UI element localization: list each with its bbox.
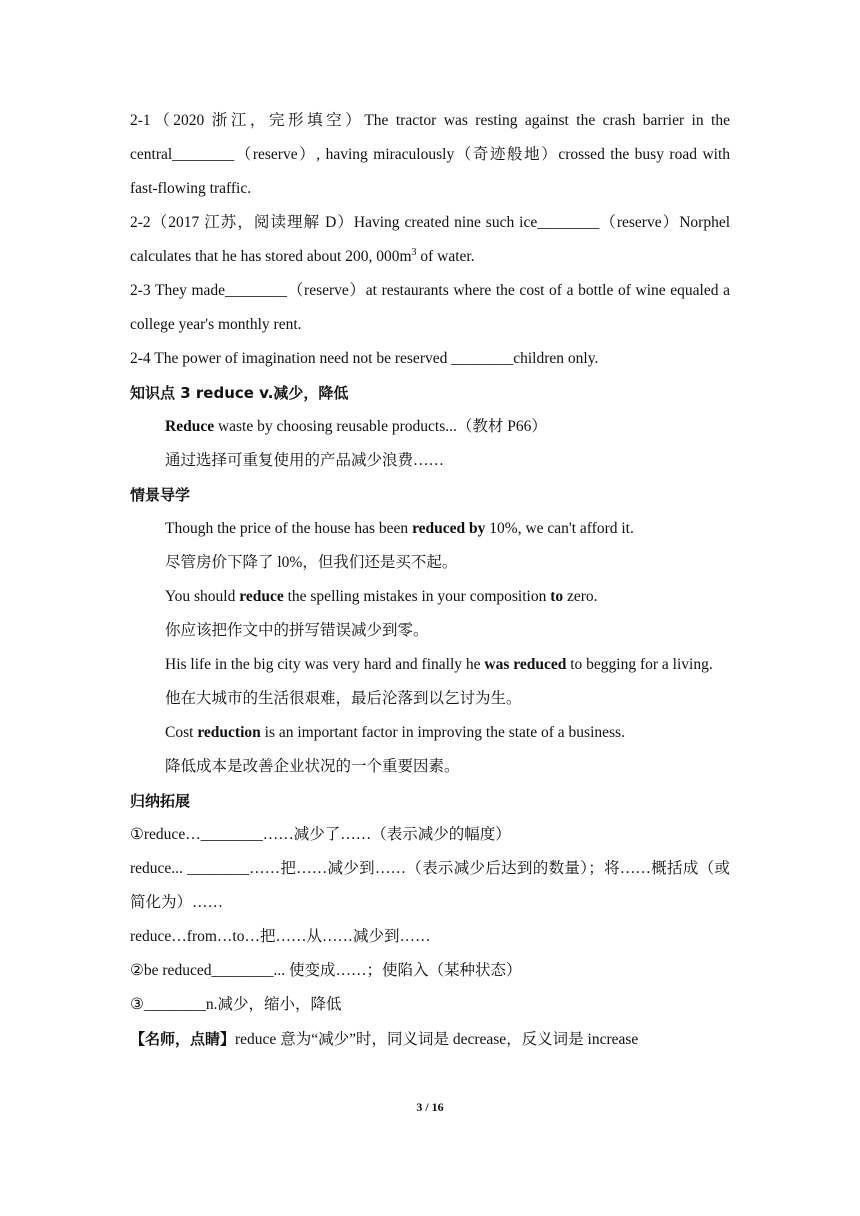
- keyword: reduction: [197, 724, 261, 741]
- summary-item-3: reduce…from…to…把……从……减少到……: [130, 928, 431, 945]
- exercise-2-1: [130, 104, 730, 206]
- scene-sentence-4: [130, 716, 730, 750]
- keyword: reduced by: [412, 520, 486, 537]
- exponent: 3: [411, 246, 417, 258]
- keyword: reduce: [239, 588, 284, 605]
- exercise-2-1-text: 2-1（2020 浙江，完形填空）The tractor was resting against the crash barrier in the central________（reserve）, having miraculously（奇迹般地）crossed the busy road with fast-flowing traffic.: [130, 112, 730, 197]
- sentence-text: is an important factor in improving the state of a business.: [260, 724, 625, 741]
- textbook-example-translation: 通过选择可重复使用的产品减少浪费……: [165, 452, 445, 469]
- sentence-text: zero.: [563, 588, 598, 605]
- scene-translation-3: 他在大城市的生活很艰难，最后沦落到以乞讨为生。: [165, 690, 522, 707]
- sentence-text: You should: [165, 588, 240, 605]
- example-text: waste by choosing reusable products...（教材 P66）: [214, 418, 547, 435]
- sentence-text: Cost: [165, 724, 198, 741]
- teacher-tip-text: reduce 意为“减少”时，同义词是 decrease，反义词是 increase: [235, 1031, 639, 1048]
- keyword: to: [550, 588, 564, 605]
- exercise-2-2-text: 2-2（2017 江苏，阅读理解 D）Having created nine such ice________（reserve）Norphel calculates that he has stored about 200, 000m: [130, 214, 730, 265]
- sentence-text: to begging for a living.: [566, 656, 713, 673]
- sentence-text: 10%, we can't afford it.: [485, 520, 634, 537]
- scene-translation-2: 你应该把作文中的拼写错误减少到零。: [165, 622, 429, 639]
- keyword: Reduce: [165, 418, 215, 435]
- summary-item-4: ②be reduced________... 使变成……；使陷入（某种状态）: [130, 962, 522, 979]
- sentence-text: Though the price of the house has been: [165, 520, 413, 537]
- scene-translation-1: 尽管房价下降了 l0%，但我们还是买不起。: [165, 554, 458, 571]
- scene-sentence-3: [130, 648, 730, 682]
- summary-item-5: ③________n.减少，缩小，降低: [130, 996, 342, 1013]
- scene-heading: 情景导学: [130, 486, 191, 504]
- page-content: [130, 104, 730, 1057]
- summary-item-2: reduce... ________……把……减少到……（表示减少后达到的数量）；将……概括成（或简化为）……: [130, 860, 730, 911]
- knowledge-point-3-heading: 知识点 3 reduce v.减少，降低: [130, 384, 349, 402]
- exercise-2-3-text: 2-3 They made________（reserve）at restaurants where the cost of a bottle of wine equaled a college year's monthly rent.: [130, 282, 730, 333]
- scene-translation-4: 降低成本是改善企业状况的一个重要因素。: [165, 758, 460, 775]
- exercise-2-3: [130, 274, 730, 342]
- teacher-tip: [130, 1022, 730, 1057]
- page-number: 3 / 16: [416, 1100, 444, 1114]
- exercise-2-4: [130, 342, 730, 376]
- exercise-2-2: [130, 206, 730, 274]
- exercise-2-2-text-end: of water.: [416, 248, 475, 265]
- exercise-2-4-text: 2-4 The power of imagination need not be reserved ________children only.: [130, 350, 599, 367]
- summary-heading: 归纳拓展: [130, 792, 191, 810]
- textbook-example: [130, 410, 730, 444]
- scene-sentence-2: [130, 580, 730, 614]
- sentence-text: His life in the big city was very hard and finally he: [165, 656, 485, 673]
- keyword: was reduced: [484, 656, 567, 673]
- summary-item-1: ①reduce…________……减少了……（表示减少的幅度）: [130, 826, 511, 843]
- scene-sentence-1: [130, 512, 730, 546]
- teacher-tip-label: 【名师，点睛】: [130, 1030, 236, 1048]
- sentence-text: the spelling mistakes in your composition: [283, 588, 551, 605]
